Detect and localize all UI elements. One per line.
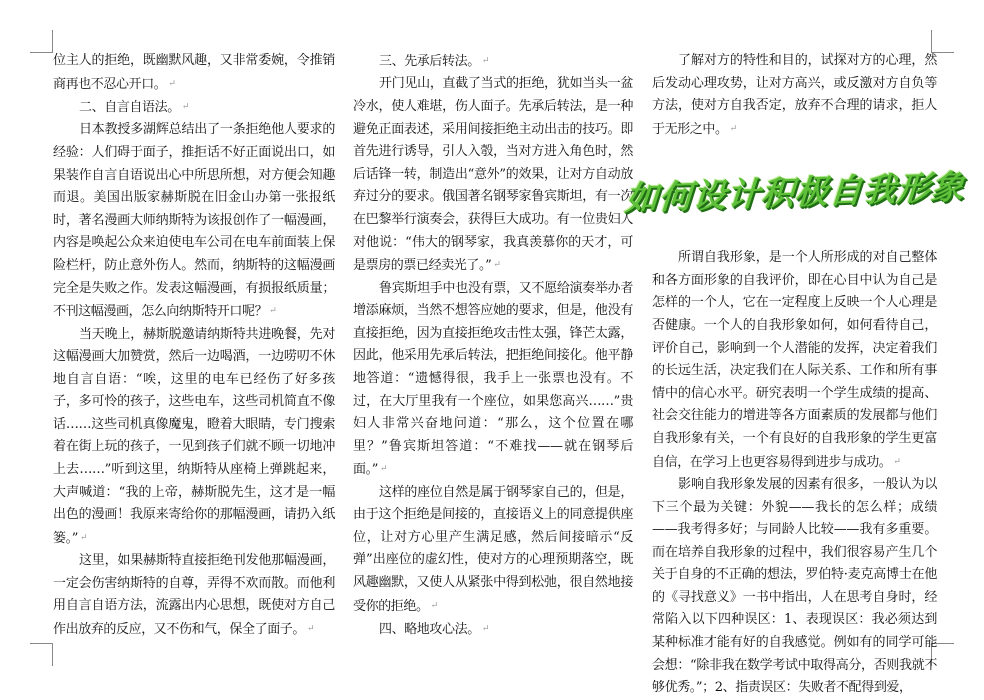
paragraph: 开门见山，直截了当式的拒绝，犹如当头一盆冷水，使人难堪，伤人面子。先承后转法，是一种避免正面表述，采用间接拒绝主动出击的技巧。即首先进行诱导，引人入彀，当对方进入角色时，然后话锋一转，制造出“意外”的效果，让对方自动放弃过分的要求。俄国著名钢琴家鲁宾斯坦，有一次在巴黎举行演奏会，获得巨大成功。有一位贵妇人对他说：“伟大的钢琴家，我真羡慕你的天才，可是票房的票已经卖光了。” ↵	[353, 73, 633, 277]
paragraph: 影响自我形象发展的因素有很多，一般认为以下三个最为关键：外貌——我长的怎么样；成绩——我考得多好；与同龄人比较——我有多重要。而在培养自我形象的过程中，我们很容易产生几个关于自身的不正确的想法，罗伯特·麦克高博士在他的《寻找意义》一书中指出，人在思考自身时，经常陷入以下四种误区：1、表现误区：我必须达到某种标准才能有好的自我感觉。例如有的同学可能会想：“除非我在数学考试中取得高分，否则我就不够优秀。”；2、指责误区：失败者不配得到爱，	[652, 476, 937, 696]
paragraph: 这里，如果赫斯特直接拒绝刊发他那幅漫画，一定会伤害纳斯特的自尊，弄得不欢而散。而他利用自言自语方法，流露出内心思想，既使对方自己作出放弃的反应，又不伤和气，保全了面子。 ↵	[53, 550, 335, 641]
paragraph: 了解对方的特性和目的，试探对方的心理，然后发动心理攻势，让对方高兴，或反激对方自负等方法，使对方自我否定，放弃不合理的请求，拒人于无形之中。 ↵	[652, 50, 937, 141]
paragraph: 当天晚上，赫斯脱邀请纳斯特共进晚餐，先对这幅漫画大加赞赏，然后一边喝酒，一边唠叨不休地自言自语：“唉，这里的电车已经伤了好多孩子，多可怜的孩子，这些电车，这些司机简直不像话……这些司机真像魔鬼，瞪着大眼睛，专门搜索着在街上玩的孩子，一见到孩子们就不顾一切地冲上去……”听到这里，纳斯特从座椅上弹跳起来，大声喊道：“我的上帝，赫斯脱先生，这才是一幅出色的漫画！我原来寄给你的那幅漫画，请扔入纸篓。” ↵	[53, 324, 335, 551]
paragraph: 所谓自我形象，是一个人所形成的对自己整体和各方面形象的自我评价，即在心目中认为自己是怎样的一个人，它在一定程度上反映一个人心理是否健康。一个人的自我形象如何，如何看待自己，评价自己，影响到一个人潜能的发挥，决定着我们的长远生活，决定我们在人际关系、工作和所有事情中的信心水平。研究表明一个学生成绩的提高、社会交往能力的增进等各方面素质的发展都与他们自我形象有关，一个有良好的自我形象的学生更富自信，在学习上也更容易得到进步与成功。 ↵	[652, 247, 937, 474]
text-column-2	[353, 50, 633, 650]
crop-mark-top-left	[30, 30, 53, 53]
section-heading: 四、略地攻心法。 ↵	[353, 618, 633, 641]
wordart-title	[623, 145, 966, 241]
paragraph: 鲁宾斯坦手中也没有票，又不愿给演奏举办者增添麻烦，当然不想答应她的要求，但是，他没有直接拒绝，因为直接拒绝攻击性太强，锋芒太露，因此，他采用先承后转法，把拒绝间接化。他平静地答道：“遗憾得很，我手上一张票也没有。不过，在大厅里我有一个座位，如果您高兴……”贵妇人非常兴奋地问道：“那么，这个位置在哪里？”鲁宾斯坦答道：“不难找——就在钢琴后面。” ↵	[353, 278, 633, 482]
paragraph: 这样的座位自然是属于钢琴家自己的，但是，由于这个拒绝是间接的，直接语义上的同意提供座位，让对方心里产生满足感，然后间接暗示“反弹”出座位的虚幻性，使对方的心理预期落空，既风趣幽默，又使人从紧张中得到松弛，很自然地接受你的拒绝。 ↵	[353, 482, 633, 618]
wordart-title-text: 如何设计积极自我形象	[623, 166, 966, 218]
section-heading: 三、先承后转法。 ↵	[353, 50, 633, 73]
paragraph: 位主人的拒绝，既幽默风趣，又非常委婉，令推销商再也不忍心开口。 ↵	[53, 50, 335, 96]
text-column-1	[53, 50, 335, 650]
crop-mark-bottom-left	[30, 643, 53, 666]
paragraph: 日本教授多湖辉总结出了一条拒绝他人要求的经验：人们碍于面子，推拒话不好正面说出口，如果装作自言自语说出心中所思所想，对方便会知趣而退。美国出版家赫斯脱在旧金山办第一张报纸时，著名漫画大师纳斯特为该报创作了一幅漫画，内容是唤起公众来迫使电车公司在电车前面装上保险栏杆，防止意外伤人。然而，纳斯特的这幅漫画完全是失败之作。发表这幅漫画，有损报纸质量；不刊这幅漫画，怎么向纳斯特开口呢？ ↵	[53, 119, 335, 323]
text-column-3	[623, 50, 966, 696]
section-heading: 二、自言自语法。 ↵	[53, 96, 335, 119]
